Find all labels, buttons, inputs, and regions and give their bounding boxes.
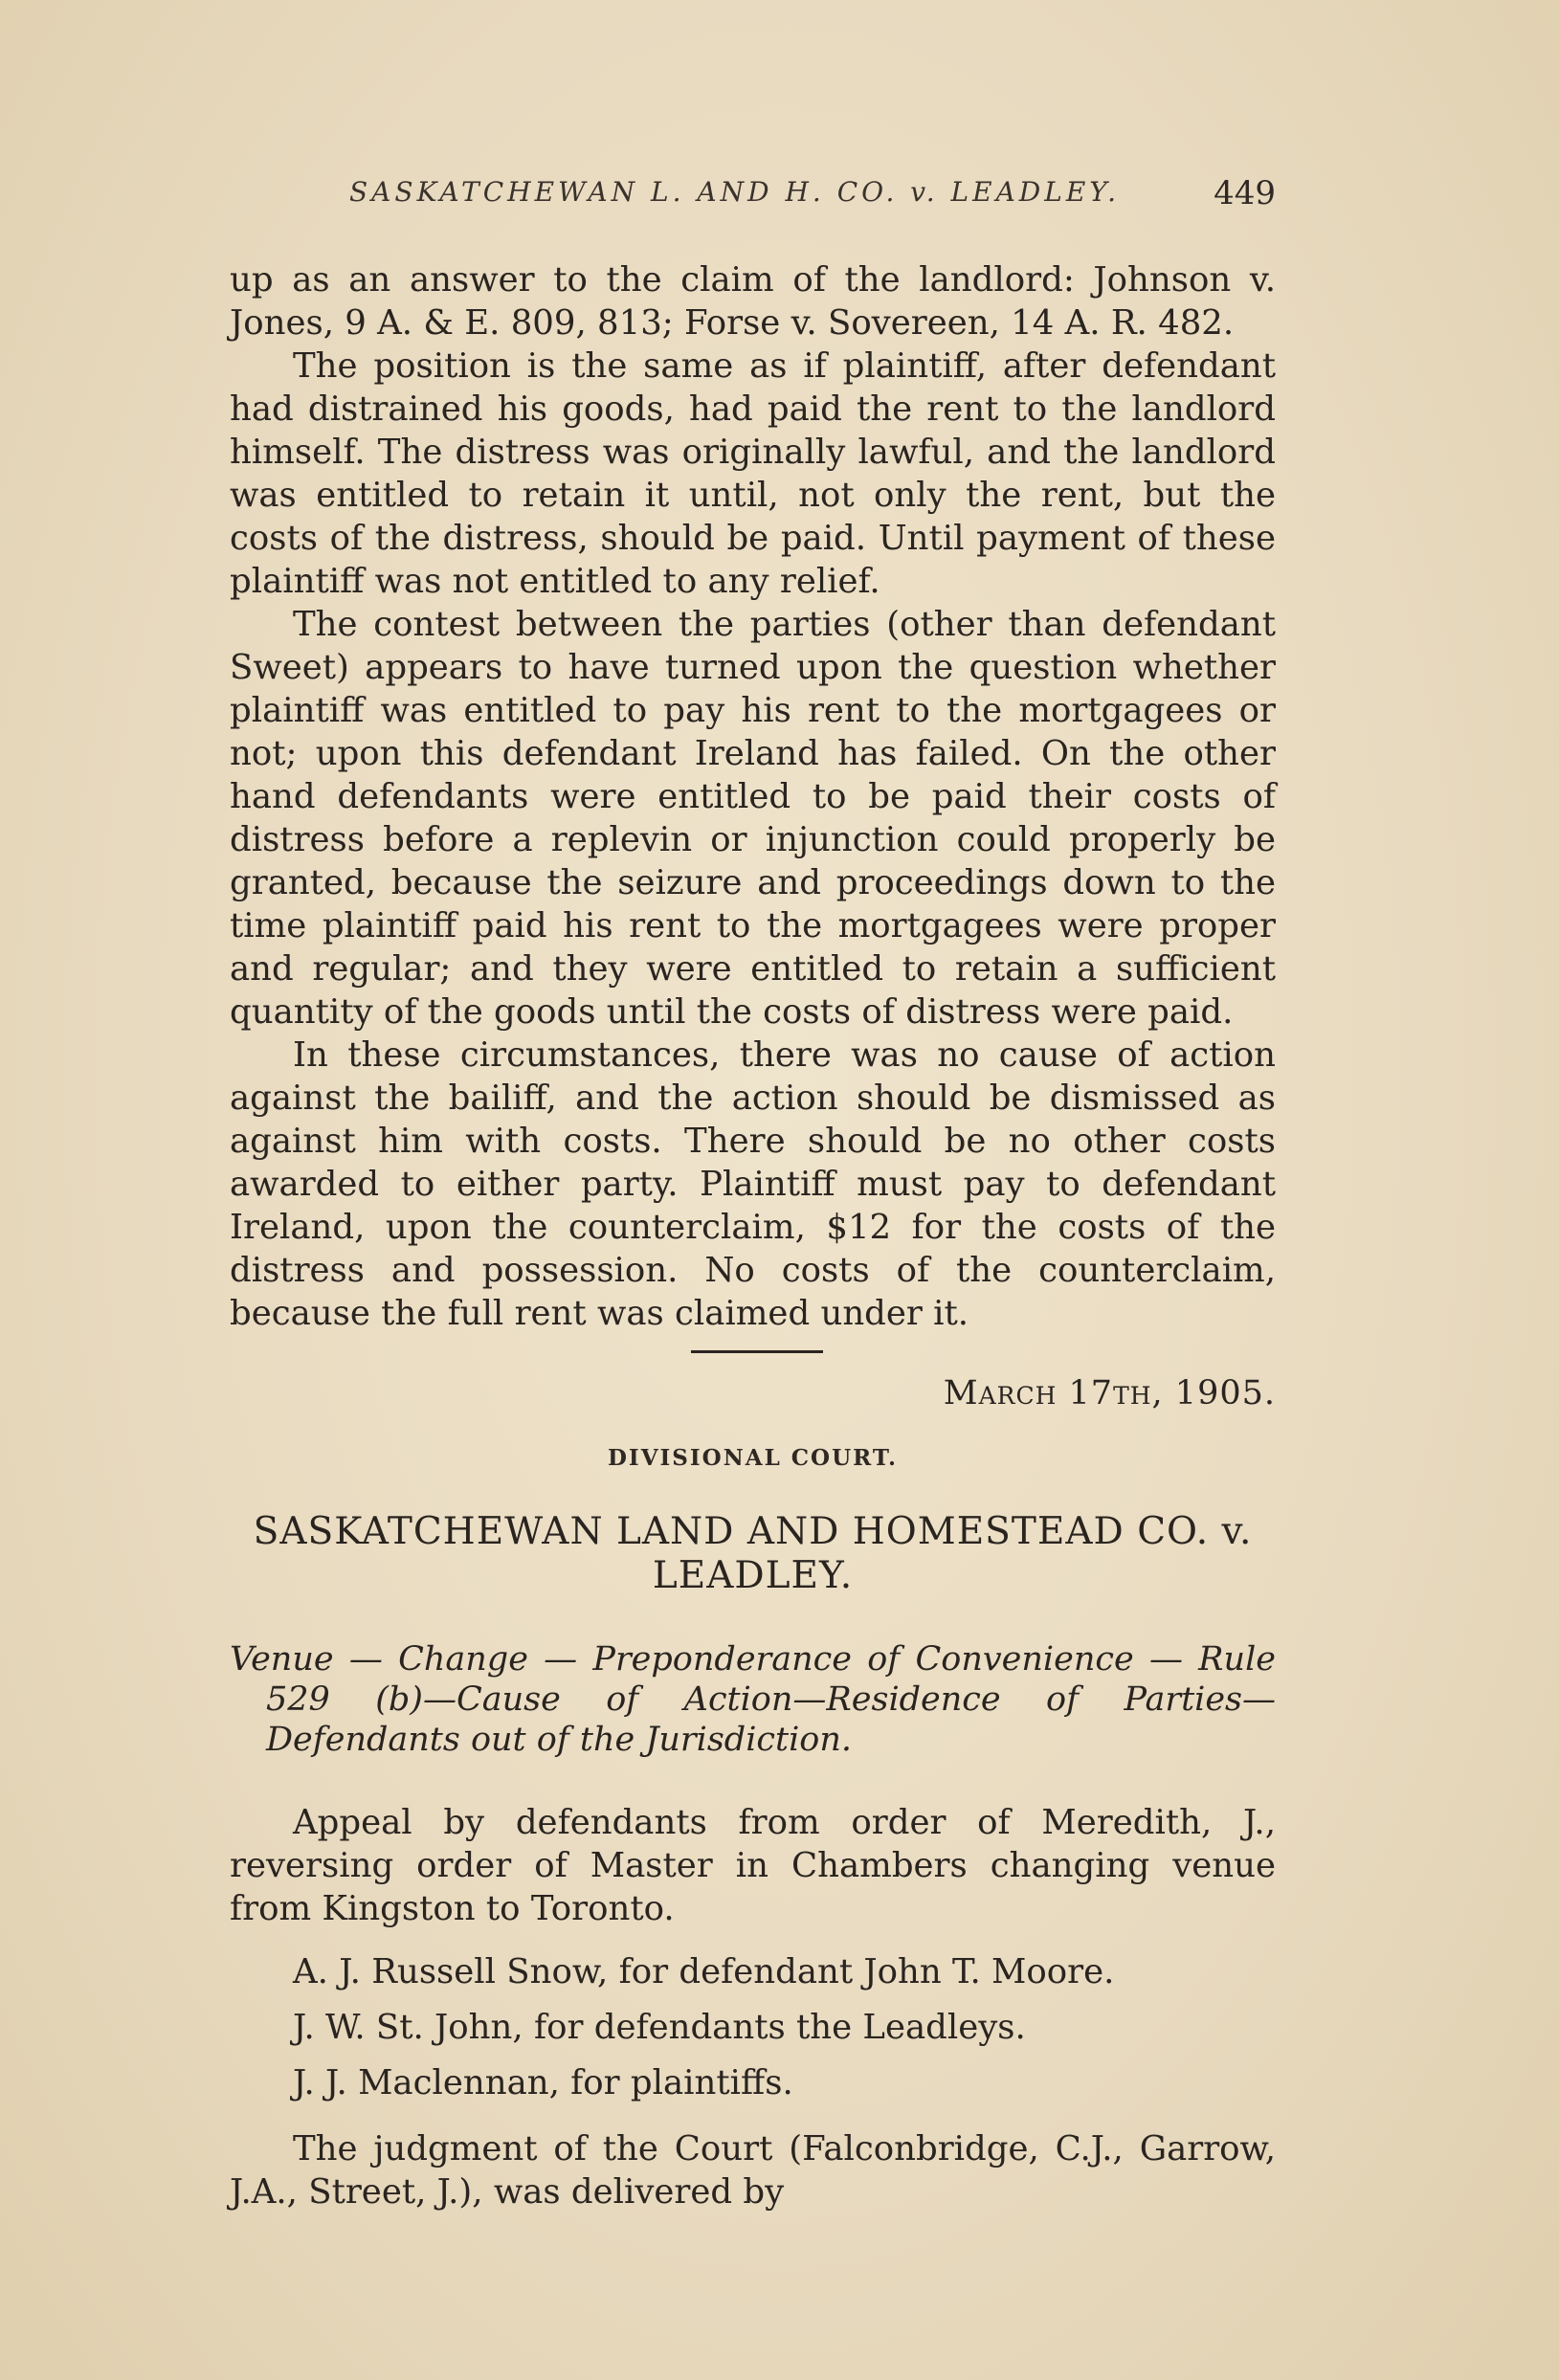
counsel-3: J. J. Maclennan, for plaintiffs. [293,2063,793,2102]
appeal-paragraph: Appeal by defendants from order of Meredith, J., reversing order of Master in Chambers changing venue from Kingston to Toronto. [230,1803,1276,1928]
case-title-line-2: LEADLEY. [652,1554,854,1597]
headnote: Venue — Change — Preponderance of Convenience — Rule 529 (b)—Cause of Action—Residence of Parties—Defendants out of the Jurisdiction. [230,1640,1276,1759]
paragraph-4: In these circumstances, there was no cause of action against the bailiff, and the action should be dismissed as against him with costs. There should be no other costs awarded to either party. Plaintiff must pay to defendant Ireland, upon the counterclaim, $12 for the costs of the distress and possession. No costs of the counterclaim, because the full rent was claimed under it. [230,1035,1276,1333]
case-title-line-1: SASKATCHEWAN LAND AND HOMESTEAD CO. v. [253,1510,1253,1553]
paragraph-1: up as an answer to the claim of the landlord: Johnson v. Jones, 9 A. & E. 809, 813; Forse v. Sovereen, 14 A. R. 482. [230,260,1276,343]
paragraph-2: The position is the same as if plaintiff, after defendant had distrained his goods, had paid the rent to the landlord himself. The distress was originally lawful, and the landlord was entitled to retain it until, not only the rent, but the costs of the distress, should be paid. Until payment of these plaintiff was not entitled to any relief. [230,346,1276,601]
counsel-2: J. W. St. John, for defendants the Leadleys. [293,2008,1026,2047]
case-section [230,0,1276,2380]
page-number: 449 [1214,174,1276,212]
case-title [230,1510,1276,1598]
court-name: DIVISIONAL COURT. [607,1445,899,1471]
counsel-1: A. J. Russell Snow, for defendant John T. Moore. [293,1952,1115,1991]
decision-date: March 17th, 1905. [943,1374,1276,1412]
paragraph-3: The contest between the parties (other than defendant Sweet) appears to have turned upon the question whether plaintiff was entitled to pay his rent to the mortgagees or not; upon this defendant Ireland has failed. On the other hand defendants were entitled to be paid their costs of distress before a replevin or injunction could properly be granted, because the seizure and proceedings down to the time plaintiff paid his rent to the mortgagees were proper and regular; and they were entitled to retain a sufficient quantity of the goods until the costs of distress were paid. [230,605,1276,1032]
judgment-paragraph: The judgment of the Court (Falconbridge, C.J., Garrow, J.A., Street, J.), was delivered by [230,2129,1276,2212]
running-title: SASKATCHEWAN L. AND H. CO. v. LEADLEY. [349,176,1121,208]
